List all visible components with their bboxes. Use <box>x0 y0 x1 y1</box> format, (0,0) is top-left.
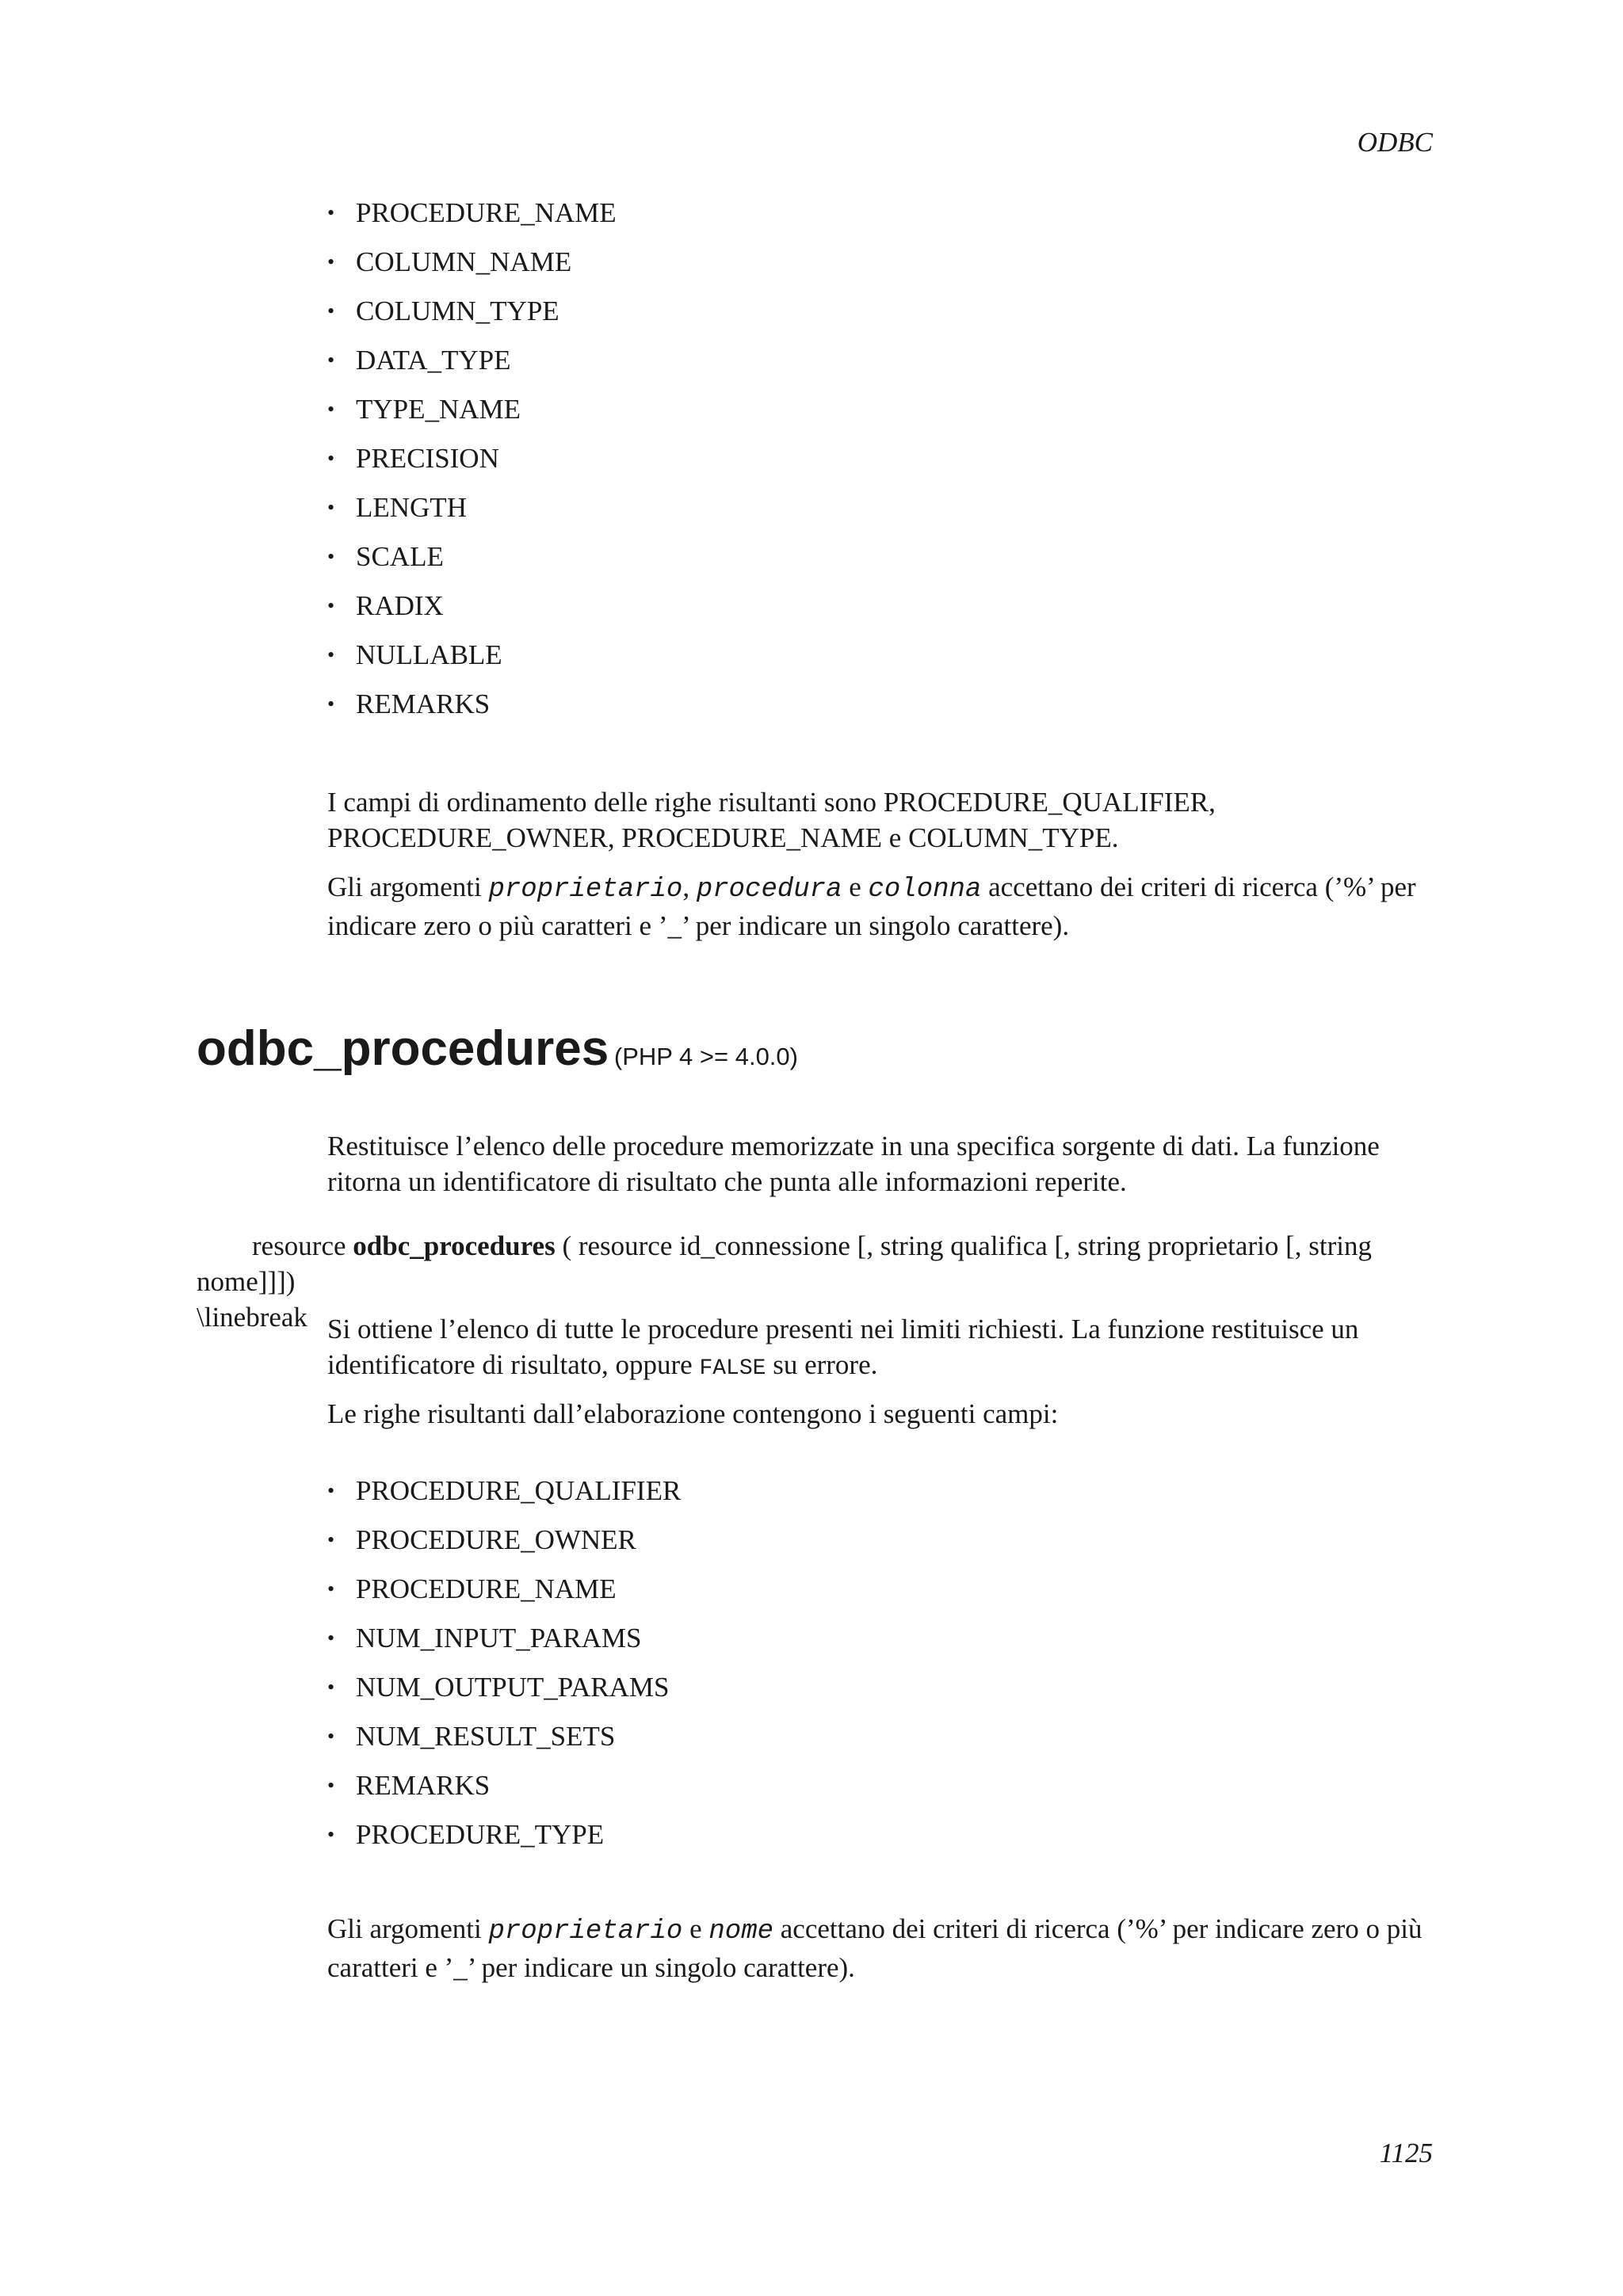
fields-list <box>327 1466 681 1859</box>
list-item: • PROCEDURE_NAME <box>327 1565 681 1614</box>
search-args-paragraph <box>327 1911 1437 1985</box>
list-item: • PROCEDURE_OWNER <box>327 1516 681 1565</box>
arg-owner: proprietario <box>488 1917 683 1947</box>
page-number: 1125 <box>1379 2138 1433 2168</box>
list-item: • RADIX <box>327 582 617 631</box>
synopsis-linebreak: \linebreak <box>197 1302 307 1333</box>
list-item: • COLUMN_TYPE <box>327 287 617 336</box>
list-item: • LENGTH <box>327 483 617 532</box>
list-item: • PROCEDURE_TYPE <box>327 1810 681 1859</box>
arg-column: colonna <box>868 875 982 905</box>
running-header: ODBC <box>1357 127 1433 158</box>
function-details <box>327 1311 1437 1386</box>
list-item: • REMARKS <box>327 680 617 729</box>
args-sep: , <box>682 871 697 902</box>
details-prefix: Si ottiene l’elenco di tutte le procedure presenti nei limiti richiesti. La funzione restituisce un identificatore di risultato, oppure <box>327 1314 1359 1380</box>
list-item: • NULLABLE <box>327 631 617 680</box>
list-item: • NUM_RESULT_SETS <box>327 1712 681 1761</box>
function-name: odbc_procedures <box>197 1021 609 1076</box>
details-suffix: su errore. <box>766 1349 878 1380</box>
false-literal: FALSE <box>699 1356 766 1381</box>
args-sep: e <box>682 1913 709 1944</box>
columns-list <box>327 189 617 729</box>
synopsis-function-name: odbc_procedures <box>353 1230 556 1261</box>
list-item: • SCALE <box>327 532 617 582</box>
function-version: (PHP 4 >= 4.0.0) <box>613 1043 798 1070</box>
arg-name: nome <box>708 1917 774 1947</box>
args-prefix: Gli argomenti <box>327 871 489 902</box>
args-prefix: Gli argomenti <box>327 1913 489 1944</box>
list-item: • REMARKS <box>327 1761 681 1810</box>
arg-owner: proprietario <box>488 875 683 905</box>
list-item: • PROCEDURE_QUALIFIER <box>327 1466 681 1516</box>
function-heading <box>197 1020 798 1077</box>
list-item: • PRECISION <box>327 434 617 483</box>
list-item: • TYPE_NAME <box>327 385 617 434</box>
list-item: • COLUMN_NAME <box>327 238 617 287</box>
list-item: • NUM_OUTPUT_PARAMS <box>327 1663 681 1712</box>
synopsis-return-type: resource <box>252 1230 353 1261</box>
sort-order-paragraph: I campi di ordinamento delle righe risultanti sono PROCEDURE_QUALIFIER, PROCEDURE_OWNER, PROCEDURE_NAME e COLUMN_TYPE. <box>327 787 1216 853</box>
function-description: Restituisce l’elenco delle procedure memorizzate in una specifica sorgente di dati. La funzione ritorna un identificatore di risultato che punta alle informazioni reperite. <box>327 1131 1380 1197</box>
fields-intro: Le righe risultanti dall’elaborazione contengono i seguenti campi: <box>327 1398 1059 1429</box>
args-suffix: accettano dei criteri di ricerca (’%’ per indicare zero o più caratteri e ’_’ per indicare un singolo carattere). <box>327 871 1416 941</box>
arg-procedure: procedura <box>696 875 842 905</box>
list-item: • DATA_TYPE <box>327 336 617 385</box>
list-item: • NUM_INPUT_PARAMS <box>327 1614 681 1663</box>
list-item: • PROCEDURE_NAME <box>327 189 617 238</box>
args-sep: e <box>842 871 869 902</box>
search-args-paragraph <box>327 869 1437 944</box>
synopsis-params: ( resource id_connessione [, string qualifica [, string proprietario [, string nome]]]) <box>197 1230 1372 1297</box>
args-suffix: accettano dei criteri di ricerca (’%’ per indicare zero o più caratteri e ’_’ per indicare un singolo carattere). <box>327 1913 1423 1983</box>
